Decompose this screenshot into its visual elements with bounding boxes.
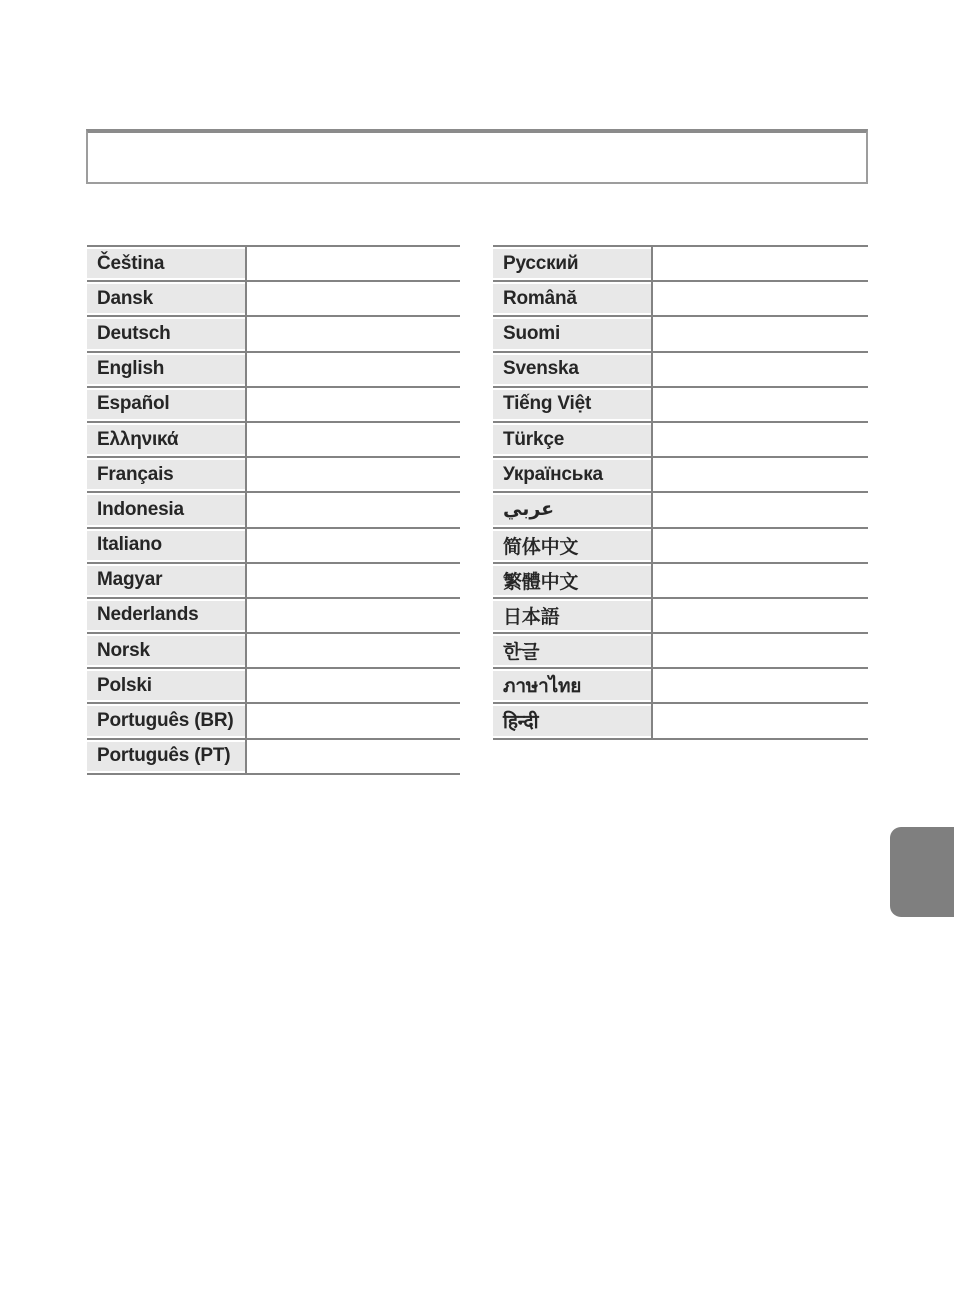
language-name-cell: हिन्दी bbox=[493, 706, 651, 735]
note-box bbox=[86, 129, 868, 184]
language-name-cell: Português (BR) bbox=[87, 706, 245, 735]
language-blank-cell bbox=[245, 669, 460, 702]
language-row bbox=[493, 423, 868, 458]
language-row bbox=[87, 423, 460, 458]
language-blank-cell bbox=[651, 529, 868, 562]
language-blank-cell bbox=[245, 423, 460, 456]
language-blank-cell bbox=[651, 634, 868, 667]
language-row bbox=[493, 353, 868, 388]
language-row bbox=[87, 388, 460, 423]
language-blank-cell bbox=[651, 317, 868, 350]
language-row bbox=[87, 740, 460, 775]
language-name-cell: Polski bbox=[87, 671, 245, 700]
language-name-cell: Tiếng Việt bbox=[493, 390, 651, 419]
language-row bbox=[87, 669, 460, 704]
language-blank-cell bbox=[245, 599, 460, 632]
language-name-cell: Español bbox=[87, 390, 245, 419]
language-name-cell: Indonesia bbox=[87, 495, 245, 524]
language-row bbox=[87, 247, 460, 282]
language-blank-cell bbox=[651, 599, 868, 632]
language-blank-cell bbox=[245, 740, 460, 773]
language-row bbox=[87, 282, 460, 317]
language-name-cell: Deutsch bbox=[87, 319, 245, 348]
language-name-cell: عربي bbox=[493, 495, 651, 524]
language-blank-cell bbox=[651, 458, 868, 491]
language-name-cell: Português (PT) bbox=[87, 742, 245, 771]
language-row bbox=[493, 564, 868, 599]
language-blank-cell bbox=[651, 669, 868, 702]
language-blank-cell bbox=[651, 282, 868, 315]
language-table-right bbox=[493, 245, 868, 740]
language-blank-cell bbox=[651, 247, 868, 280]
language-row bbox=[493, 669, 868, 704]
language-row bbox=[87, 353, 460, 388]
language-row bbox=[87, 704, 460, 739]
language-row bbox=[493, 282, 868, 317]
language-row bbox=[87, 529, 460, 564]
language-blank-cell bbox=[651, 493, 868, 526]
language-blank-cell bbox=[245, 458, 460, 491]
language-blank-cell bbox=[651, 423, 868, 456]
chapter-side-tab bbox=[890, 827, 954, 917]
language-row bbox=[493, 247, 868, 282]
language-row bbox=[493, 704, 868, 739]
language-table-left bbox=[87, 245, 460, 775]
language-blank-cell bbox=[651, 388, 868, 421]
language-name-cell: Suomi bbox=[493, 319, 651, 348]
language-name-cell: Dansk bbox=[87, 284, 245, 313]
language-row bbox=[87, 564, 460, 599]
language-row bbox=[493, 317, 868, 352]
language-row bbox=[87, 599, 460, 634]
language-row bbox=[493, 529, 868, 564]
language-name-cell: English bbox=[87, 355, 245, 384]
language-name-cell: Magyar bbox=[87, 566, 245, 595]
language-row bbox=[87, 317, 460, 352]
language-name-cell: Ελληνικά bbox=[87, 425, 245, 454]
language-name-cell: 繁體中文 bbox=[493, 566, 651, 595]
language-blank-cell bbox=[651, 564, 868, 597]
language-name-cell: Čeština bbox=[87, 249, 245, 278]
language-name-cell: 简体中文 bbox=[493, 531, 651, 560]
language-row bbox=[493, 634, 868, 669]
language-blank-cell bbox=[651, 704, 868, 737]
language-row bbox=[493, 388, 868, 423]
language-name-cell: Français bbox=[87, 460, 245, 489]
language-name-cell: 日本語 bbox=[493, 601, 651, 630]
language-blank-cell bbox=[245, 353, 460, 386]
language-blank-cell bbox=[245, 634, 460, 667]
language-name-cell: Norsk bbox=[87, 636, 245, 665]
language-name-cell: Română bbox=[493, 284, 651, 313]
language-name-cell: Русский bbox=[493, 249, 651, 278]
language-name-cell: Italiano bbox=[87, 531, 245, 560]
language-blank-cell bbox=[245, 388, 460, 421]
language-name-cell: Türkçe bbox=[493, 425, 651, 454]
language-name-cell: Українська bbox=[493, 460, 651, 489]
language-row bbox=[493, 599, 868, 634]
language-row bbox=[87, 634, 460, 669]
language-name-cell: Svenska bbox=[493, 355, 651, 384]
language-blank-cell bbox=[245, 493, 460, 526]
language-row bbox=[493, 493, 868, 528]
language-blank-cell bbox=[245, 282, 460, 315]
language-name-cell: ภาษาไทย bbox=[493, 671, 651, 700]
language-blank-cell bbox=[651, 353, 868, 386]
language-row bbox=[87, 458, 460, 493]
language-row bbox=[493, 458, 868, 493]
language-name-cell: 한글 bbox=[493, 636, 651, 665]
language-row bbox=[87, 493, 460, 528]
language-blank-cell bbox=[245, 247, 460, 280]
language-blank-cell bbox=[245, 317, 460, 350]
language-name-cell: Nederlands bbox=[87, 601, 245, 630]
language-blank-cell bbox=[245, 704, 460, 737]
language-blank-cell bbox=[245, 564, 460, 597]
language-blank-cell bbox=[245, 529, 460, 562]
